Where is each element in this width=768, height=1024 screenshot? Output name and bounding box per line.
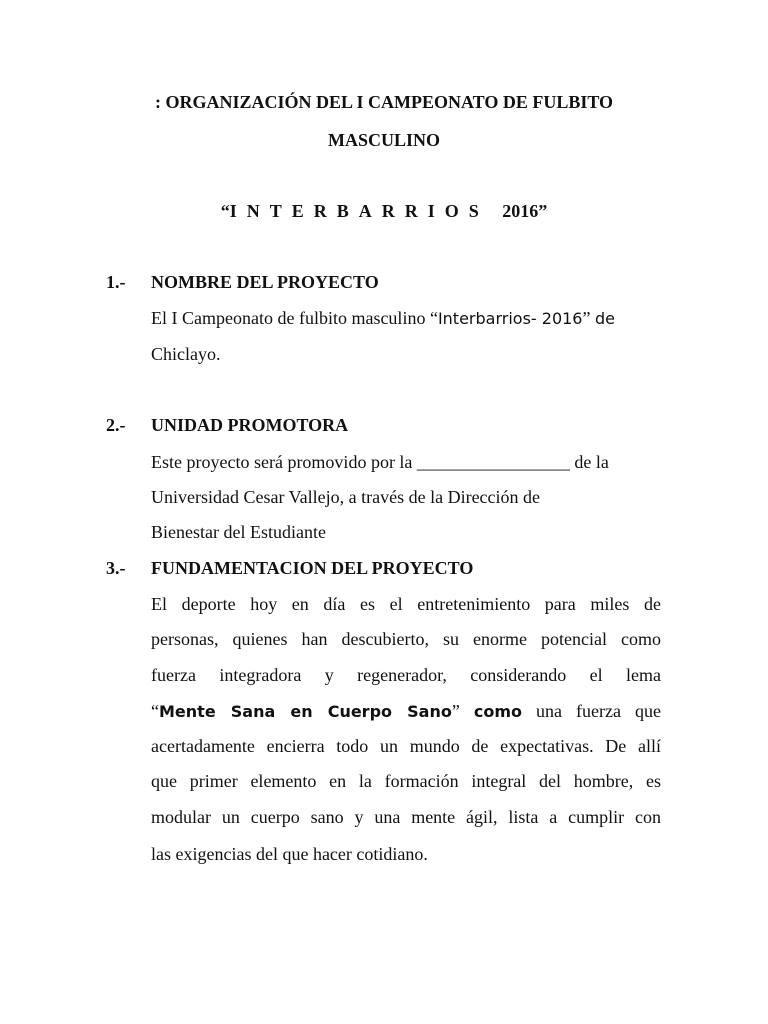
section-2-number: 2.- bbox=[106, 415, 126, 435]
section-1-text-line-2: Chiclayo. bbox=[151, 344, 221, 364]
document-title-line-1: : ORGANIZACIÓN DEL I CAMPEONATO DE FULBITO bbox=[154, 92, 614, 112]
section-3-text-line-7: modular un cuerpo sano y una mente ágil, lista a cumplir con bbox=[151, 807, 661, 827]
subtitle-open-quote: “ bbox=[220, 201, 230, 221]
section-3-line4-e: una fuerza que bbox=[521, 701, 661, 721]
section-1-text-b: Interbarrios- 2016 bbox=[437, 309, 583, 328]
document-title-line-2: MASCULINO bbox=[327, 130, 440, 150]
section-2-heading: UNIDAD PROMOTORA bbox=[151, 415, 349, 435]
section-1-text-d: de bbox=[594, 309, 615, 328]
section-3-number: 3.- bbox=[106, 558, 126, 578]
section-3-text-line-2: personas, quienes han descubierto, su enorme potencial como bbox=[151, 629, 661, 649]
subtitle-spaced-word: INTERBARRIOS bbox=[229, 201, 489, 221]
section-3-line4-a: “ bbox=[151, 701, 159, 721]
section-2-text-line-3: Bienestar del Estudiante bbox=[151, 522, 326, 542]
section-3-line4-d: como bbox=[473, 702, 522, 721]
section-3-text-line-3: fuerza integradora y regenerador, considerando el lema bbox=[151, 665, 661, 685]
section-1-text-line-1 bbox=[151, 307, 615, 330]
section-2-text-line-1: Este proyecto será promovido por la _________________ de la bbox=[151, 452, 609, 472]
section-1-text-a: El I Campeonato de fulbito masculino “ bbox=[151, 308, 438, 328]
section-3-text-line-5: acertadamente encierra todo un mundo de expectativas. De allí bbox=[151, 736, 661, 756]
section-3-text-line-1: El deporte hoy en día es el entretenimiento para miles de bbox=[151, 594, 661, 614]
section-3-motto: Mente Sana en Cuerpo Sano bbox=[159, 702, 452, 721]
section-1-text-c: ” bbox=[582, 308, 595, 328]
section-3-line4-c: ” bbox=[451, 701, 474, 721]
document-subtitle bbox=[0, 200, 768, 222]
section-3-text-line-8: las exigencias del que hacer cotidiano. bbox=[151, 844, 428, 864]
section-1-number: 1.- bbox=[106, 272, 126, 292]
section-2-text-line-2: Universidad Cesar Vallejo, a través de la Dirección de bbox=[151, 487, 541, 507]
section-1-heading: NOMBRE DEL PROYECTO bbox=[151, 272, 379, 292]
section-3-heading: FUNDAMENTACION DEL PROYECTO bbox=[151, 558, 474, 578]
section-3-text-line-6: que primer elemento en la formación integral del hombre, es bbox=[151, 771, 661, 791]
section-3-text-line-4 bbox=[151, 700, 661, 723]
subtitle-year: 2016” bbox=[502, 201, 548, 221]
